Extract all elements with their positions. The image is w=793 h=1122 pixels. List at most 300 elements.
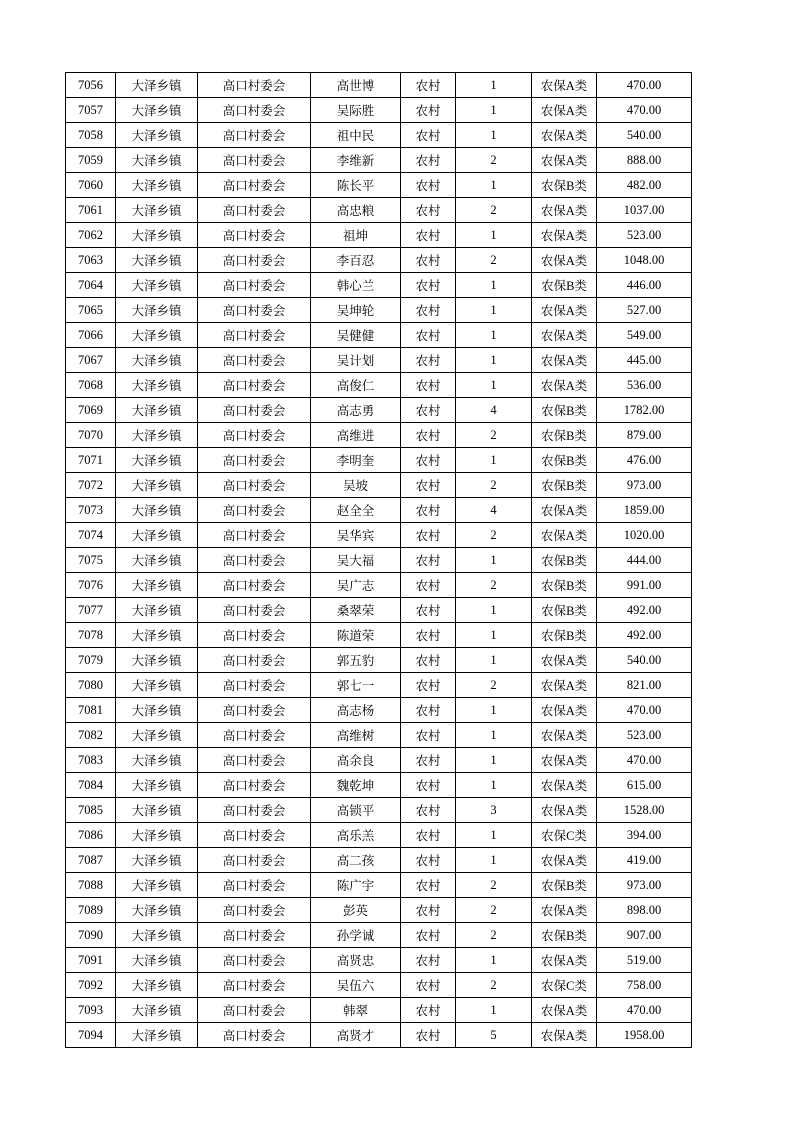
town-cell: 大泽乡镇	[116, 298, 198, 323]
amount-cell: 492.00	[597, 623, 692, 648]
village-committee-cell: 高口村委会	[198, 373, 311, 398]
person-name-cell: 吴大福	[311, 548, 401, 573]
amount-cell: 1528.00	[597, 798, 692, 823]
person-name-cell: 高志勇	[311, 398, 401, 423]
row-id-cell: 7056	[66, 73, 116, 98]
town-cell: 大泽乡镇	[116, 948, 198, 973]
town-cell: 大泽乡镇	[116, 898, 198, 923]
insurance-category-cell: 农保A类	[532, 948, 597, 973]
insurance-category-cell: 农保B类	[532, 173, 597, 198]
household-type-cell: 农村	[401, 623, 456, 648]
row-id-cell: 7087	[66, 848, 116, 873]
amount-cell: 394.00	[597, 823, 692, 848]
household-type-cell: 农村	[401, 273, 456, 298]
row-id-cell: 7067	[66, 348, 116, 373]
person-name-cell: 赵全全	[311, 498, 401, 523]
household-type-cell: 农村	[401, 923, 456, 948]
household-type-cell: 农村	[401, 123, 456, 148]
town-cell: 大泽乡镇	[116, 98, 198, 123]
roster-table-body	[66, 73, 692, 1048]
row-id-cell: 7094	[66, 1023, 116, 1048]
amount-cell: 536.00	[597, 373, 692, 398]
insurance-category-cell: 农保A类	[532, 798, 597, 823]
row-id-cell: 7078	[66, 623, 116, 648]
person-count-cell: 2	[456, 673, 532, 698]
household-type-cell: 农村	[401, 823, 456, 848]
town-cell: 大泽乡镇	[116, 698, 198, 723]
table-row	[66, 948, 692, 973]
village-committee-cell: 高口村委会	[198, 898, 311, 923]
table-row	[66, 398, 692, 423]
household-type-cell: 农村	[401, 523, 456, 548]
row-id-cell: 7059	[66, 148, 116, 173]
table-row	[66, 698, 692, 723]
town-cell: 大泽乡镇	[116, 548, 198, 573]
amount-cell: 1958.00	[597, 1023, 692, 1048]
household-type-cell: 农村	[401, 323, 456, 348]
person-count-cell: 1	[456, 73, 532, 98]
table-row	[66, 723, 692, 748]
row-id-cell: 7071	[66, 448, 116, 473]
table-row	[66, 823, 692, 848]
household-type-cell: 农村	[401, 673, 456, 698]
table-row	[66, 1023, 692, 1048]
insurance-category-cell: 农保B类	[532, 473, 597, 498]
amount-cell: 898.00	[597, 898, 692, 923]
person-name-cell: 高维树	[311, 723, 401, 748]
village-committee-cell: 高口村委会	[198, 648, 311, 673]
village-committee-cell: 高口村委会	[198, 523, 311, 548]
amount-cell: 523.00	[597, 723, 692, 748]
amount-cell: 476.00	[597, 448, 692, 473]
table-row	[66, 798, 692, 823]
person-count-cell: 5	[456, 1023, 532, 1048]
insurance-category-cell: 农保B类	[532, 573, 597, 598]
town-cell: 大泽乡镇	[116, 1023, 198, 1048]
insurance-category-cell: 农保A类	[532, 498, 597, 523]
village-committee-cell: 高口村委会	[198, 148, 311, 173]
person-name-cell: 吴坤轮	[311, 298, 401, 323]
table-row	[66, 973, 692, 998]
household-type-cell: 农村	[401, 298, 456, 323]
household-type-cell: 农村	[401, 873, 456, 898]
town-cell: 大泽乡镇	[116, 448, 198, 473]
household-type-cell: 农村	[401, 848, 456, 873]
person-count-cell: 1	[456, 648, 532, 673]
amount-cell: 888.00	[597, 148, 692, 173]
household-type-cell: 农村	[401, 798, 456, 823]
person-name-cell: 孙学诚	[311, 923, 401, 948]
town-cell: 大泽乡镇	[116, 648, 198, 673]
insurance-category-cell: 农保B类	[532, 548, 597, 573]
table-row	[66, 248, 692, 273]
insurance-category-cell: 农保B类	[532, 598, 597, 623]
village-committee-cell: 高口村委会	[198, 598, 311, 623]
table-row	[66, 323, 692, 348]
insurance-category-cell: 农保A类	[532, 648, 597, 673]
person-name-cell: 李维新	[311, 148, 401, 173]
amount-cell: 615.00	[597, 773, 692, 798]
table-row	[66, 523, 692, 548]
insurance-category-cell: 农保B类	[532, 398, 597, 423]
town-cell: 大泽乡镇	[116, 173, 198, 198]
village-committee-cell: 高口村委会	[198, 173, 311, 198]
amount-cell: 1782.00	[597, 398, 692, 423]
person-count-cell: 1	[456, 448, 532, 473]
table-row	[66, 848, 692, 873]
household-type-cell: 农村	[401, 898, 456, 923]
table-row	[66, 573, 692, 598]
person-count-cell: 2	[456, 423, 532, 448]
village-committee-cell: 高口村委会	[198, 773, 311, 798]
household-type-cell: 农村	[401, 1023, 456, 1048]
amount-cell: 879.00	[597, 423, 692, 448]
row-id-cell: 7066	[66, 323, 116, 348]
village-committee-cell: 高口村委会	[198, 273, 311, 298]
table-row	[66, 998, 692, 1023]
insurance-category-cell: 农保C类	[532, 973, 597, 998]
village-committee-cell: 高口村委会	[198, 673, 311, 698]
amount-cell: 446.00	[597, 273, 692, 298]
row-id-cell: 7080	[66, 673, 116, 698]
town-cell: 大泽乡镇	[116, 123, 198, 148]
insurance-category-cell: 农保A类	[532, 998, 597, 1023]
row-id-cell: 7093	[66, 998, 116, 1023]
town-cell: 大泽乡镇	[116, 748, 198, 773]
village-committee-cell: 高口村委会	[198, 73, 311, 98]
village-committee-cell: 高口村委会	[198, 798, 311, 823]
household-type-cell: 农村	[401, 98, 456, 123]
table-row	[66, 473, 692, 498]
village-committee-cell: 高口村委会	[198, 498, 311, 523]
insurance-category-cell: 农保B类	[532, 623, 597, 648]
person-name-cell: 李明奎	[311, 448, 401, 473]
person-count-cell: 1	[456, 623, 532, 648]
table-row	[66, 373, 692, 398]
table-row	[66, 873, 692, 898]
village-committee-cell: 高口村委会	[198, 123, 311, 148]
town-cell: 大泽乡镇	[116, 423, 198, 448]
town-cell: 大泽乡镇	[116, 498, 198, 523]
person-count-cell: 2	[456, 248, 532, 273]
person-name-cell: 李百忍	[311, 248, 401, 273]
row-id-cell: 7088	[66, 873, 116, 898]
amount-cell: 973.00	[597, 473, 692, 498]
insurance-category-cell: 农保A类	[532, 773, 597, 798]
amount-cell: 549.00	[597, 323, 692, 348]
person-name-cell: 郭五豹	[311, 648, 401, 673]
row-id-cell: 7058	[66, 123, 116, 148]
town-cell: 大泽乡镇	[116, 73, 198, 98]
household-type-cell: 农村	[401, 973, 456, 998]
table-row	[66, 273, 692, 298]
town-cell: 大泽乡镇	[116, 573, 198, 598]
person-count-cell: 1	[456, 298, 532, 323]
amount-cell: 758.00	[597, 973, 692, 998]
person-count-cell: 3	[456, 798, 532, 823]
household-type-cell: 农村	[401, 723, 456, 748]
person-count-cell: 1	[456, 123, 532, 148]
table-row	[66, 148, 692, 173]
insurance-category-cell: 农保A类	[532, 373, 597, 398]
person-count-cell: 1	[456, 748, 532, 773]
row-id-cell: 7060	[66, 173, 116, 198]
village-committee-cell: 高口村委会	[198, 548, 311, 573]
village-committee-cell: 高口村委会	[198, 248, 311, 273]
town-cell: 大泽乡镇	[116, 148, 198, 173]
insurance-category-cell: 农保A类	[532, 748, 597, 773]
person-count-cell: 1	[456, 948, 532, 973]
row-id-cell: 7086	[66, 823, 116, 848]
person-count-cell: 2	[456, 923, 532, 948]
town-cell: 大泽乡镇	[116, 598, 198, 623]
insurance-category-cell: 农保B类	[532, 923, 597, 948]
table-row	[66, 198, 692, 223]
table-row	[66, 73, 692, 98]
town-cell: 大泽乡镇	[116, 798, 198, 823]
row-id-cell: 7065	[66, 298, 116, 323]
person-count-cell: 1	[456, 348, 532, 373]
village-committee-cell: 高口村委会	[198, 823, 311, 848]
table-row	[66, 548, 692, 573]
row-id-cell: 7081	[66, 698, 116, 723]
village-committee-cell: 高口村委会	[198, 223, 311, 248]
household-type-cell: 农村	[401, 73, 456, 98]
row-id-cell: 7062	[66, 223, 116, 248]
amount-cell: 991.00	[597, 573, 692, 598]
person-name-cell: 高贤忠	[311, 948, 401, 973]
amount-cell: 492.00	[597, 598, 692, 623]
row-id-cell: 7074	[66, 523, 116, 548]
insurance-category-cell: 农保A类	[532, 673, 597, 698]
insurance-category-cell: 农保B类	[532, 873, 597, 898]
person-count-cell: 1	[456, 273, 532, 298]
person-name-cell: 高俊仁	[311, 373, 401, 398]
village-committee-cell: 高口村委会	[198, 98, 311, 123]
amount-cell: 1048.00	[597, 248, 692, 273]
insurance-category-cell: 农保A类	[532, 348, 597, 373]
household-type-cell: 农村	[401, 398, 456, 423]
amount-cell: 470.00	[597, 698, 692, 723]
amount-cell: 419.00	[597, 848, 692, 873]
row-id-cell: 7082	[66, 723, 116, 748]
household-type-cell: 农村	[401, 198, 456, 223]
amount-cell: 519.00	[597, 948, 692, 973]
person-name-cell: 祖中民	[311, 123, 401, 148]
person-count-cell: 1	[456, 373, 532, 398]
person-name-cell: 吴坡	[311, 473, 401, 498]
person-count-cell: 2	[456, 973, 532, 998]
insurance-category-cell: 农保A类	[532, 323, 597, 348]
person-name-cell: 高贤才	[311, 1023, 401, 1048]
table-row	[66, 298, 692, 323]
row-id-cell: 7077	[66, 598, 116, 623]
household-type-cell: 农村	[401, 423, 456, 448]
row-id-cell: 7089	[66, 898, 116, 923]
amount-cell: 821.00	[597, 673, 692, 698]
row-id-cell: 7063	[66, 248, 116, 273]
village-committee-cell: 高口村委会	[198, 473, 311, 498]
person-count-cell: 1	[456, 98, 532, 123]
person-count-cell: 1	[456, 223, 532, 248]
insurance-category-cell: 农保A类	[532, 898, 597, 923]
amount-cell: 470.00	[597, 998, 692, 1023]
table-row	[66, 173, 692, 198]
person-count-cell: 1	[456, 998, 532, 1023]
household-type-cell: 农村	[401, 348, 456, 373]
row-id-cell: 7072	[66, 473, 116, 498]
village-committee-cell: 高口村委会	[198, 973, 311, 998]
village-committee-cell: 高口村委会	[198, 748, 311, 773]
row-id-cell: 7064	[66, 273, 116, 298]
person-name-cell: 高维进	[311, 423, 401, 448]
person-count-cell: 1	[456, 698, 532, 723]
person-name-cell: 陈广宇	[311, 873, 401, 898]
village-committee-cell: 高口村委会	[198, 848, 311, 873]
household-type-cell: 农村	[401, 998, 456, 1023]
person-name-cell: 韩心兰	[311, 273, 401, 298]
amount-cell: 523.00	[597, 223, 692, 248]
row-id-cell: 7079	[66, 648, 116, 673]
household-type-cell: 农村	[401, 698, 456, 723]
person-name-cell: 吴华宾	[311, 523, 401, 548]
person-name-cell: 高二孩	[311, 848, 401, 873]
amount-cell: 482.00	[597, 173, 692, 198]
person-name-cell: 高忠粮	[311, 198, 401, 223]
row-id-cell: 7073	[66, 498, 116, 523]
insurance-category-cell: 农保A类	[532, 148, 597, 173]
household-type-cell: 农村	[401, 548, 456, 573]
table-row	[66, 748, 692, 773]
household-type-cell: 农村	[401, 773, 456, 798]
person-name-cell: 高锁平	[311, 798, 401, 823]
village-committee-cell: 高口村委会	[198, 198, 311, 223]
row-id-cell: 7068	[66, 373, 116, 398]
insurance-category-cell: 农保A类	[532, 198, 597, 223]
person-name-cell: 魏乾坤	[311, 773, 401, 798]
row-id-cell: 7085	[66, 798, 116, 823]
town-cell: 大泽乡镇	[116, 673, 198, 698]
person-count-cell: 2	[456, 148, 532, 173]
person-count-cell: 1	[456, 323, 532, 348]
person-count-cell: 2	[456, 873, 532, 898]
insurance-category-cell: 农保A类	[532, 698, 597, 723]
insurance-category-cell: 农保A类	[532, 73, 597, 98]
amount-cell: 973.00	[597, 873, 692, 898]
table-row	[66, 898, 692, 923]
insurance-category-cell: 农保B类	[532, 448, 597, 473]
table-row	[66, 423, 692, 448]
town-cell: 大泽乡镇	[116, 848, 198, 873]
row-id-cell: 7083	[66, 748, 116, 773]
town-cell: 大泽乡镇	[116, 723, 198, 748]
person-name-cell: 吴健健	[311, 323, 401, 348]
person-name-cell: 郭七一	[311, 673, 401, 698]
village-committee-cell: 高口村委会	[198, 998, 311, 1023]
table-row	[66, 123, 692, 148]
household-type-cell: 农村	[401, 648, 456, 673]
person-count-cell: 2	[456, 573, 532, 598]
person-count-cell: 2	[456, 198, 532, 223]
table-row	[66, 773, 692, 798]
town-cell: 大泽乡镇	[116, 398, 198, 423]
document-page	[65, 72, 691, 1048]
insurance-category-cell: 农保B类	[532, 273, 597, 298]
person-count-cell: 1	[456, 823, 532, 848]
row-id-cell: 7084	[66, 773, 116, 798]
household-type-cell: 农村	[401, 598, 456, 623]
household-type-cell: 农村	[401, 748, 456, 773]
town-cell: 大泽乡镇	[116, 373, 198, 398]
table-row	[66, 648, 692, 673]
table-row	[66, 923, 692, 948]
amount-cell: 470.00	[597, 98, 692, 123]
person-count-cell: 4	[456, 498, 532, 523]
person-name-cell: 高余良	[311, 748, 401, 773]
village-committee-cell: 高口村委会	[198, 623, 311, 648]
village-committee-cell: 高口村委会	[198, 573, 311, 598]
insurance-category-cell: 农保A类	[532, 223, 597, 248]
town-cell: 大泽乡镇	[116, 523, 198, 548]
person-name-cell: 桑翠荣	[311, 598, 401, 623]
village-committee-cell: 高口村委会	[198, 348, 311, 373]
town-cell: 大泽乡镇	[116, 473, 198, 498]
person-count-cell: 1	[456, 848, 532, 873]
person-count-cell: 1	[456, 773, 532, 798]
insurance-category-cell: 农保A类	[532, 248, 597, 273]
town-cell: 大泽乡镇	[116, 273, 198, 298]
row-id-cell: 7057	[66, 98, 116, 123]
amount-cell: 444.00	[597, 548, 692, 573]
household-type-cell: 农村	[401, 248, 456, 273]
town-cell: 大泽乡镇	[116, 348, 198, 373]
amount-cell: 1859.00	[597, 498, 692, 523]
table-row	[66, 623, 692, 648]
insurance-category-cell: 农保A类	[532, 723, 597, 748]
household-type-cell: 农村	[401, 448, 456, 473]
person-count-cell: 1	[456, 723, 532, 748]
person-name-cell: 高志杨	[311, 698, 401, 723]
amount-cell: 1020.00	[597, 523, 692, 548]
amount-cell: 470.00	[597, 73, 692, 98]
person-name-cell: 陈长平	[311, 173, 401, 198]
person-count-cell: 4	[456, 398, 532, 423]
insurance-category-cell: 农保A类	[532, 98, 597, 123]
amount-cell: 540.00	[597, 123, 692, 148]
village-committee-cell: 高口村委会	[198, 923, 311, 948]
person-name-cell: 高乐羔	[311, 823, 401, 848]
person-count-cell: 1	[456, 598, 532, 623]
town-cell: 大泽乡镇	[116, 323, 198, 348]
household-type-cell: 农村	[401, 173, 456, 198]
village-committee-cell: 高口村委会	[198, 948, 311, 973]
insurance-category-cell: 农保A类	[532, 123, 597, 148]
person-name-cell: 吴际胜	[311, 98, 401, 123]
table-row	[66, 673, 692, 698]
town-cell: 大泽乡镇	[116, 973, 198, 998]
household-type-cell: 农村	[401, 473, 456, 498]
village-committee-cell: 高口村委会	[198, 873, 311, 898]
household-type-cell: 农村	[401, 373, 456, 398]
table-row	[66, 348, 692, 373]
person-name-cell: 韩翠	[311, 998, 401, 1023]
household-type-cell: 农村	[401, 498, 456, 523]
village-committee-cell: 高口村委会	[198, 398, 311, 423]
person-name-cell: 祖坤	[311, 223, 401, 248]
pension-roster-table	[65, 72, 692, 1048]
table-row	[66, 98, 692, 123]
person-name-cell: 彭英	[311, 898, 401, 923]
